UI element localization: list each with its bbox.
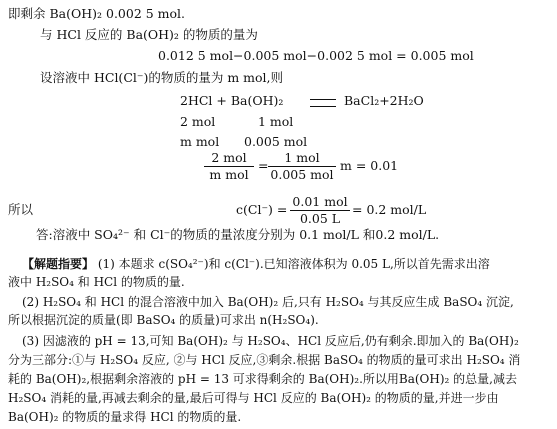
tips-text-5: (3) 因滤液的 pH = 13,可知 Ba(OH)₂ 与 H₂SO₄、HCl 反应后,仍有剩余.即加入的 Ba(OH)₂ [22, 334, 519, 348]
tips-text-1: (1) 本题求 c(SO₄²⁻)和 c(Cl⁻).已知溶液体积为 0.05 L,所以首先需求出溶 [97, 257, 490, 271]
tips-label: 【解题指要】 [22, 257, 95, 271]
tips-text-4: 所以根据沉淀的质量(即 BaSO₄ 的质量)可求出 n(H₂SO₄). [8, 313, 319, 327]
text-suoyi: 所以 [8, 202, 34, 217]
ratio-row2-baoh: 0.005 mol [244, 134, 308, 149]
fraction-1mol-over-0005mol [268, 150, 336, 183]
tips-text-2: 液中 H₂SO₄ 和 HCl 的物质的量. [8, 275, 185, 289]
fraction-numerator: 0.01 mol [290, 194, 350, 211]
c-cl-value: = 0.2 mol/L [352, 202, 427, 217]
text-line-hcl-react: 与 HCl 反应的 Ba(OH)₂ 的物质的量为 [40, 27, 258, 42]
fraction-numerator: 1 mol [268, 150, 336, 167]
fraction-001mol-over-005L [290, 194, 350, 227]
tips-text-9: Ba(OH)₂ 的物质的量求得 HCl 的物质的量. [8, 410, 242, 424]
answer-line: 答:溶液中 SO₄²⁻ 和 Cl⁻的物质的量浓度分别为 0.1 mol/L 和0.2 mol/L. [36, 227, 440, 242]
fraction-2mol-over-mmol [204, 150, 254, 183]
c-cl-label: c(Cl⁻) = [236, 202, 288, 217]
tips-text-3: (2) H₂SO₄ 和 HCl 的混合溶液中加入 Ba(OH)₂ 后,只有 H₂SO₄ 与其反应生成 BaSO₄ 沉淀, [22, 295, 514, 309]
fraction-denominator: m mol [209, 167, 249, 182]
equation-double-line [310, 99, 336, 107]
fraction-denominator: 0.05 L [299, 211, 341, 226]
tips-text-6: 分为三部分:①与 H₂SO₄ 反应, ②与 HCl 反应,③剩余.根据 BaSO₄ 的物质的量可求出 H₂SO₄ 消 [8, 353, 521, 367]
text-line-subtraction: 0.012 5 mol−0.005 mol−0.002 5 mol = 0.005 mol [158, 48, 474, 63]
fraction-denominator: 0.005 mol [270, 167, 334, 182]
m-result: m = 0.01 [340, 158, 399, 173]
tips-text-8: H₂SO₄ 消耗的量,再减去剩余的量,最后可得与 HCl 反应的 Ba(OH)₂ 的物质的量,并进一步由 [8, 391, 499, 405]
equation-products: BaCl₂+2H₂O [344, 93, 424, 108]
tips-first-line [22, 256, 490, 273]
equation-reactants: 2HCl + Ba(OH)₂ [180, 93, 284, 108]
text-line-let-m: 设溶液中 HCl(Cl⁻)的物质的量为 m mol,则 [40, 70, 283, 85]
ratio-row1-baoh: 1 mol [258, 114, 294, 129]
ratio-row1-hcl: 2 mol [180, 114, 216, 129]
proportion-equals: = [258, 158, 269, 173]
text-line-remaining: 即剩余 Ba(OH)₂ 0.002 5 mol. [8, 6, 186, 21]
ratio-row2-hcl: m mol [180, 134, 220, 149]
tips-text-7: 耗的 Ba(OH)₂,根据剩余溶液的 pH = 13 可求得剩余的 Ba(OH)₂.所以用Ba(OH)₂ 的总量,减去 [8, 372, 517, 386]
fraction-numerator: 2 mol [204, 150, 254, 167]
